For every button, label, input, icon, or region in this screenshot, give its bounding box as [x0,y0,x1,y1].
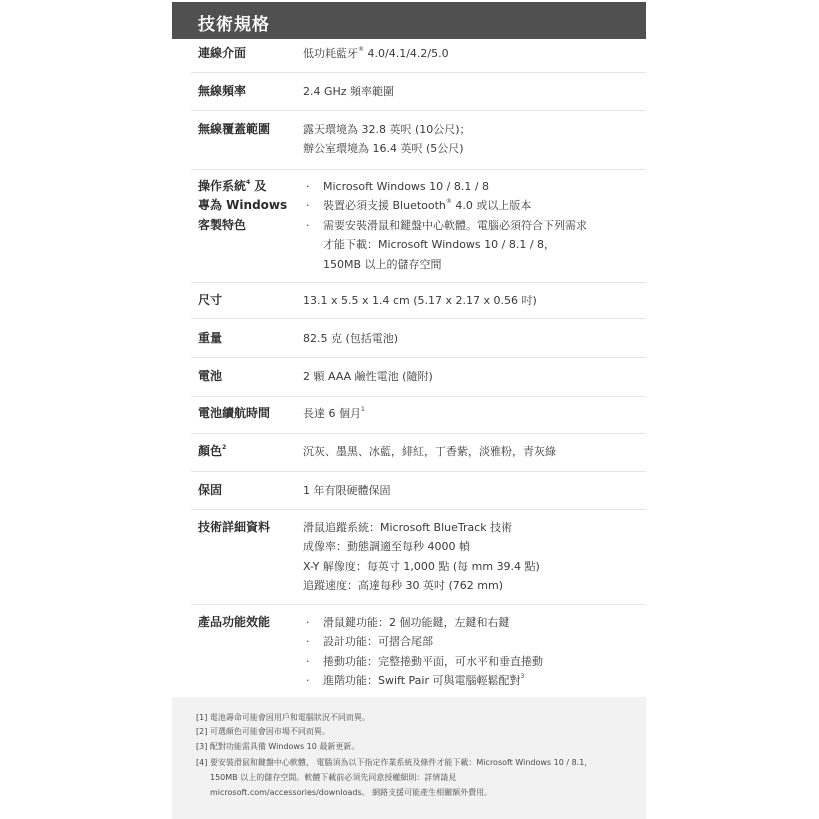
list-item: · 設計功能：可摺合尾部 [306,635,433,649]
list-item: · 進階功能：Swift Pair 可與電腦輕鬆配對$^3$ [306,673,525,688]
divider [191,433,646,434]
spec-label-weight: 重量 [198,331,223,345]
divider [191,318,646,319]
spec-value-size: 13.1 x 5.5 x 1.4 cm (5.17 x 2.17 x 0.56 吋) [303,294,537,307]
divider [191,357,646,358]
list-item: · 裝置必須支援 Bluetooth® 4.0 或以上版本 [306,198,532,213]
footnote: [1] 電池壽命可能會因用戶和電腦狀況不同而異。 [196,713,370,722]
divider [191,471,646,472]
range-line: 辦公室環境為 16.4 英呎 (5公尺) [303,142,464,156]
divider [191,110,646,111]
page-title: 技術規格 [198,15,270,35]
spec-label-connection: 連線介面 [198,46,247,60]
list-item: · 滑鼠鍵功能：2 個功能鍵，左鍵和右鍵 [306,616,510,629]
spec-label-frequency: 無線頻率 [198,84,247,98]
spec-label-battery-life: 電池續航時間 [198,406,271,420]
list-item: · Microsoft Windows 10 / 8.1 / 8 [306,180,490,193]
divider [191,282,646,283]
divider [191,72,646,73]
spec-value-warranty: 1 年有限硬體保固 [303,484,391,497]
spec-label-colors: 顏色$^2$ [198,444,227,458]
footnote: [3] 配對功能需具備 Windows 10 最新更新。 [196,742,360,751]
spec-panel [172,0,646,819]
list-item-continuation: 150MB 以上的儲存空間 [323,257,442,271]
detail-line: 滑鼠追蹤系統：Microsoft BlueTrack 技術 [303,521,513,534]
detail-line: 追蹤速度：高達每秒 30 英吋 (762 mm) [303,579,503,593]
range-line: 露天環境為 32.8 英呎 (10公尺)； [303,123,471,136]
spec-value-features [303,613,643,691]
spec-value-colors: 沉灰、墨黑、冰藍，緋紅，丁香紫，淡雅粉，青灰綠 [303,445,556,458]
spec-label-battery: 電池 [198,369,223,383]
spec-header [172,2,646,39]
spec-label-features: 產品功能效能 [198,615,271,629]
list-item-continuation: 才能下載：Microsoft Windows 10 / 8.1 / 8， [323,238,556,252]
footnote-continuation: 150MB 以上的儲存空間。軟體下載前必須先同意授權細則：詳情請見 [210,773,457,782]
divider [191,169,646,170]
detail-line: X-Y 解像度：每英寸 1,000 點 (每 mm 39.4 點) [303,559,540,573]
spec-label-os: 操作系統$^4$ 及 專為 Windows 客製特色 [198,179,288,232]
spec-label-size: 尺寸 [198,293,223,307]
list-item: · 捲動功能：完整捲動平面，可水平和垂直捲動 [306,654,543,668]
spec-label-warranty: 保固 [198,483,223,497]
spec-value-os [303,177,643,274]
spec-label-details: 技術詳細資料 [198,520,271,534]
footnote-continuation: microsoft.com/accessories/downloads。 網路支援可能產生相關額外費用。 [210,788,493,797]
spec-label-range: 無線覆蓋範圍 [198,122,271,136]
spec-value-frequency: 2.4 GHz 頻率範圍 [303,85,395,98]
spec-value-battery: 2 顆 AAA 鹼性電池 (隨附) [303,370,433,383]
detail-line: 成像率：動態調適至每秒 4000 幀 [303,540,470,554]
spec-value-battery-life: 長達 6 個月$^1$ [303,406,365,420]
spec-value-range [303,120,643,159]
divider [191,509,646,510]
footnote: [2] 可選顏色可能會因市場不同而異。 [196,727,330,736]
divider [191,604,646,605]
divider [191,396,646,397]
footnotes-section [172,697,646,819]
list-item: · 需要安裝滑鼠和鍵盤中心軟體。電腦必須符合下列需求 [306,218,587,232]
spec-value-details [303,518,643,596]
footnote: [4] 要安裝滑鼠和鍵盤中心軟體， 電腦須為以下指定作業系統及條件才能下載：Microsoft Windows 10 / 8.1， [196,758,593,767]
spec-value-weight: 82.5 克 (包括電池) [303,332,399,345]
spec-value-connection: 低功耗藍牙® 4.0/4.1/4.2/5.0 [303,46,449,60]
